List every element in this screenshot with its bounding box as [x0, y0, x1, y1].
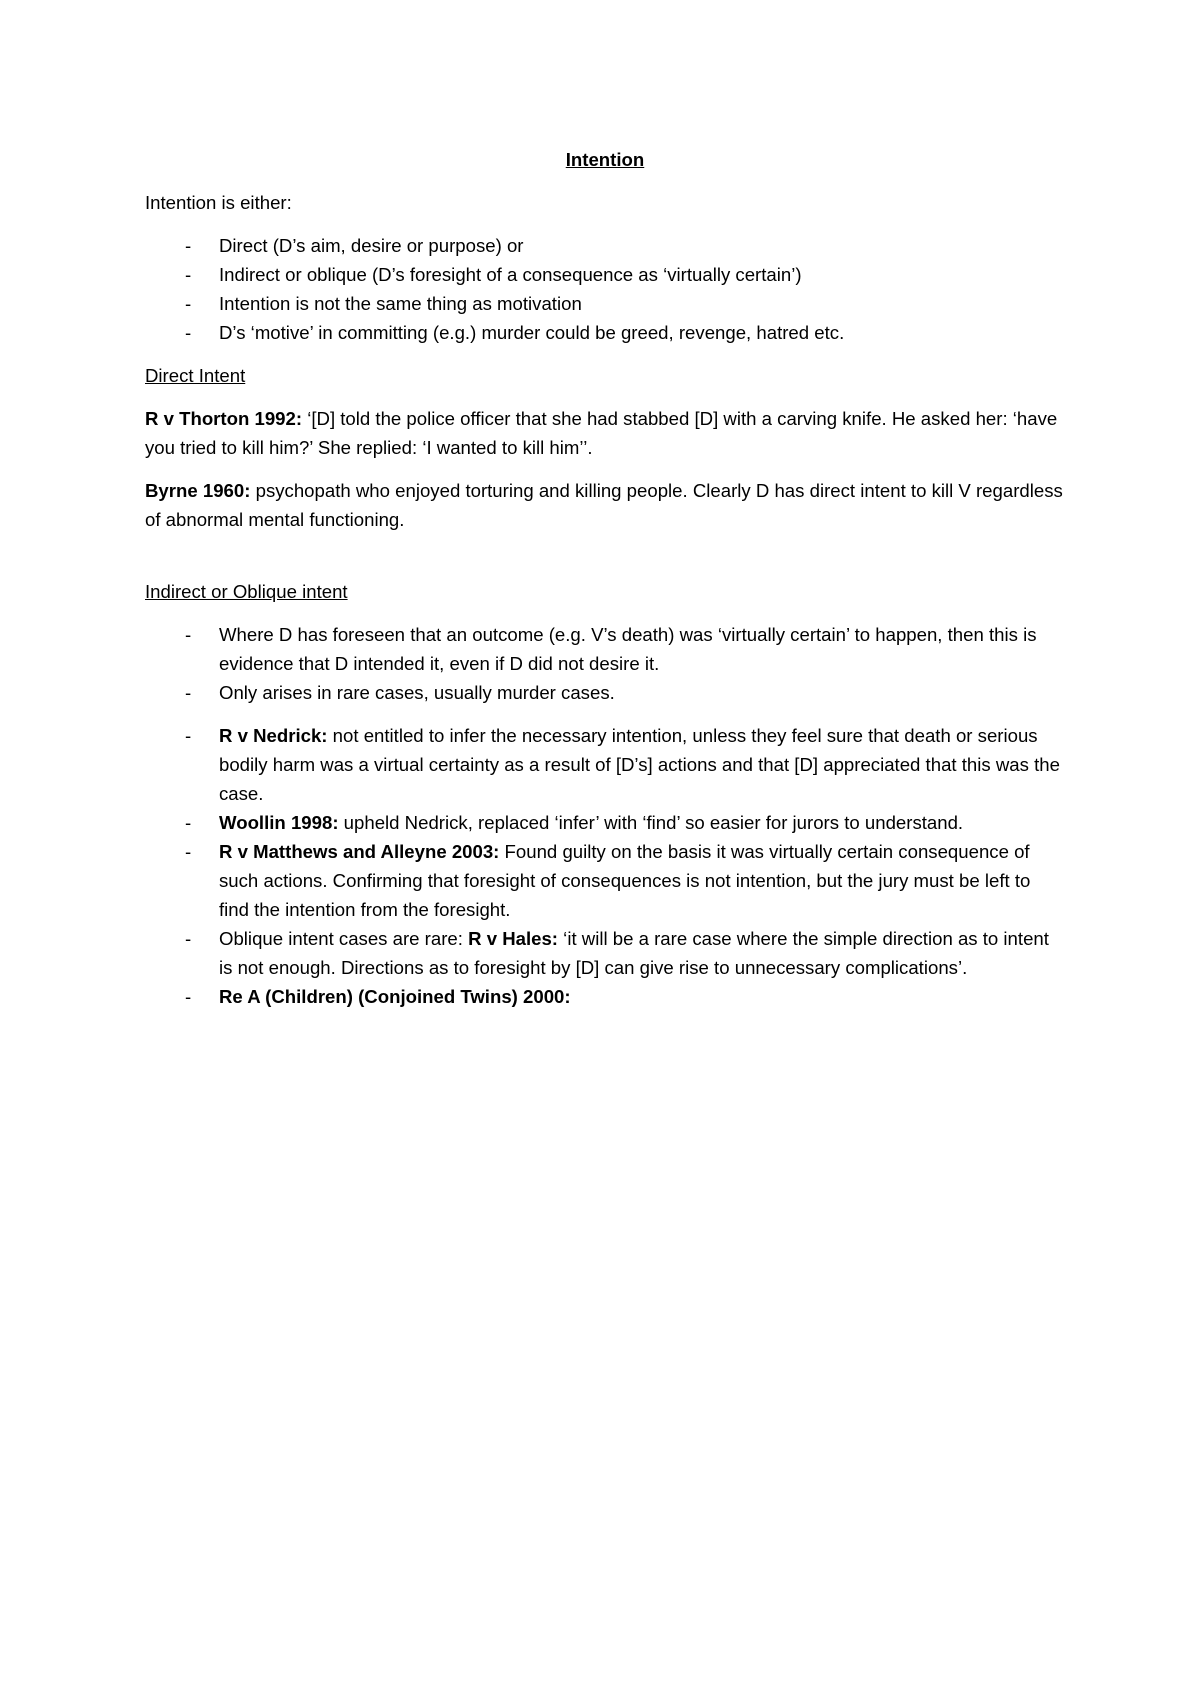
- list-item-text: Only arises in rare cases, usually murder cases.: [219, 682, 615, 703]
- list-item-text: Where D has foreseen that an outcome (e.g. V’s death) was ‘virtually certain’ to happen, then this is evidence that D intended it, even if D did not desire it.: [219, 624, 1037, 674]
- case-paragraph: [145, 404, 1065, 462]
- dash-bullet: -: [185, 235, 192, 256]
- section-heading-oblique-intent: Indirect or Oblique intent: [145, 581, 348, 602]
- dash-bullet: -: [185, 624, 192, 645]
- list-item-text: Intention is not the same thing as motivation: [219, 293, 582, 314]
- list-item: [145, 678, 1065, 707]
- list-item: [145, 318, 1065, 347]
- case-text: psychopath who enjoyed torturing and killing people. Clearly D has direct intent to kill V regardless of abnormal mental functioning.: [145, 480, 1063, 530]
- case-name: Re A (Children) (Conjoined Twins) 2000:: [219, 986, 571, 1007]
- list-item: [145, 721, 1065, 808]
- list-item: [145, 260, 1065, 289]
- case-text: ‘[D] told the police officer that she had stabbed [D] with a carving knife. He asked her: ‘have you tried to kill him?’ She replied: ‘I wanted to kill him’’.: [145, 408, 1058, 458]
- list-item-pre: Oblique intent cases are rare:: [219, 928, 469, 949]
- dash-bullet: -: [185, 928, 192, 949]
- list-item: [145, 837, 1065, 924]
- list-item: [145, 924, 1065, 982]
- dash-bullet: -: [185, 725, 192, 746]
- document-body: [145, 145, 1065, 1025]
- case-name: Woollin 1998:: [219, 812, 339, 833]
- case-name: R v Matthews and Alleyne 2003:: [219, 841, 500, 862]
- intro-list: [145, 231, 1065, 347]
- document-title: Intention: [565, 149, 645, 170]
- oblique-list-a: [145, 620, 1065, 707]
- case-name: R v Hales:: [468, 928, 559, 949]
- dash-bullet: -: [185, 986, 192, 1007]
- list-item: [145, 808, 1065, 837]
- dash-bullet: -: [185, 841, 192, 862]
- case-name: R v Nedrick:: [219, 725, 328, 746]
- dash-bullet: -: [185, 322, 192, 343]
- list-item: [145, 231, 1065, 260]
- dash-bullet: -: [185, 682, 192, 703]
- list-item-text: Indirect or oblique (D’s foresight of a consequence as ‘virtually certain’): [219, 264, 802, 285]
- section-heading-direct-intent: Direct Intent: [145, 365, 246, 386]
- list-item-text: Direct (D’s aim, desire or purpose) or: [219, 235, 524, 256]
- list-item: [145, 289, 1065, 318]
- dash-bullet: -: [185, 264, 192, 285]
- list-item: [145, 982, 1065, 1011]
- case-name: Byrne 1960:: [145, 480, 251, 501]
- case-text: Found guilty on the basis it was virtually certain consequence of such actions. Confirming that foresight of consequences is not intention, but the jury must be left to find the intention from the foresight.: [219, 841, 1031, 920]
- dash-bullet: -: [185, 293, 192, 314]
- dash-bullet: -: [185, 812, 192, 833]
- case-text: upheld Nedrick, replaced ‘infer’ with ‘find’ so easier for jurors to understand.: [338, 812, 964, 833]
- case-paragraph: [145, 476, 1065, 534]
- oblique-list-b: [145, 721, 1065, 1011]
- case-name: R v Thorton 1992:: [145, 408, 303, 429]
- case-text: ‘it will be a rare case where the simple direction as to intent is not enough. Directions as to foresight by [D] can give rise to unnecessary complications’.: [219, 928, 1049, 978]
- list-item: [145, 620, 1065, 678]
- case-text: not entitled to infer the necessary intention, unless they feel sure that death or serious bodily harm was a virtual certainty as a result of [D’s] actions and that [D] appreciated that this was the case.: [219, 725, 1060, 804]
- list-item-text: D’s ‘motive’ in committing (e.g.) murder could be greed, revenge, hatred etc.: [219, 322, 845, 343]
- intro-text: Intention is either:: [145, 192, 292, 213]
